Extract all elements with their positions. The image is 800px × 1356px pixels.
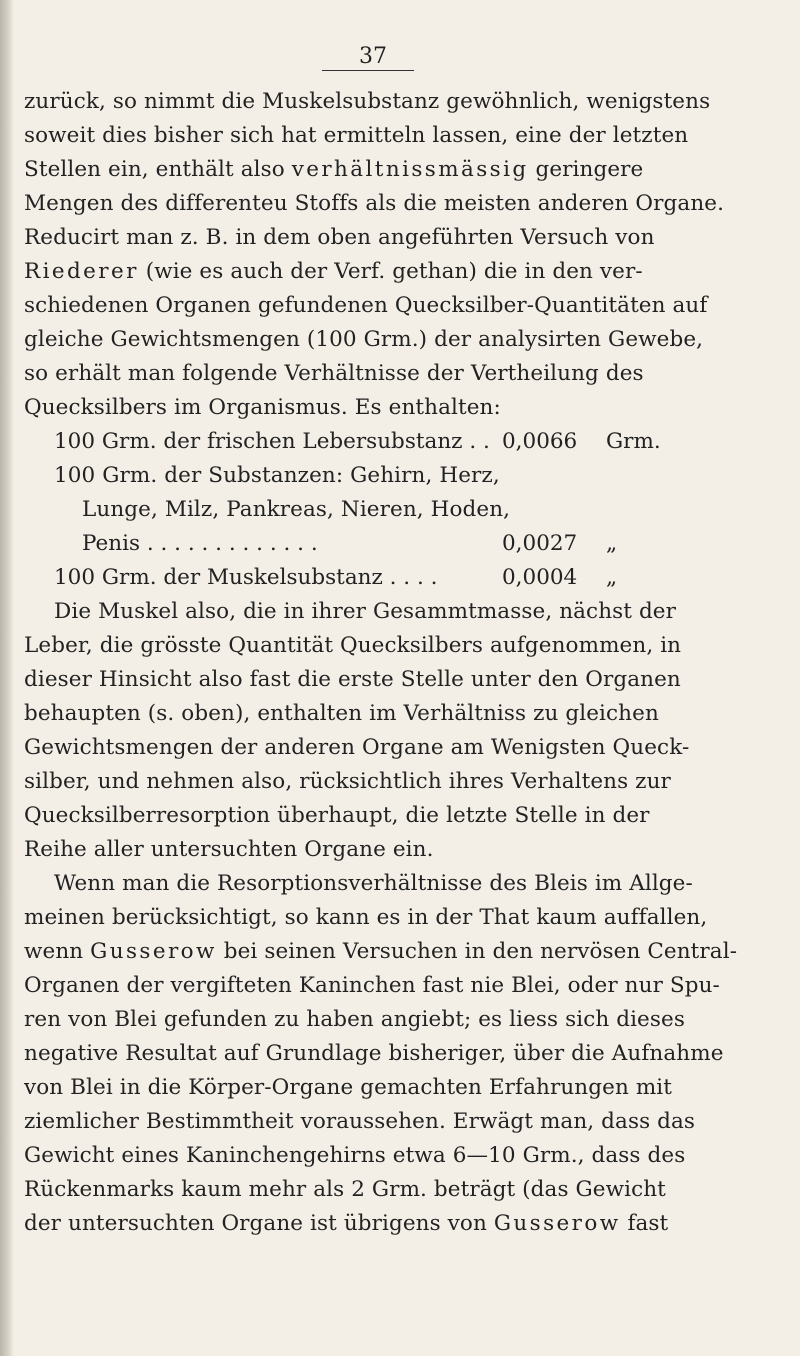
table-value: 0,0027 bbox=[502, 531, 578, 556]
text-line: Rückenmarks kaum mehr als 2 Grm. beträgt (das Gewicht bbox=[24, 1177, 666, 1202]
text-fragment: bei seinen Versuchen in den nervösen Central- bbox=[223, 939, 738, 964]
text-fragment: wenn bbox=[24, 939, 84, 964]
text-line: behaupten (s. oben), enthalten im Verhältniss zu gleichen bbox=[24, 701, 659, 726]
text-fragment: der untersuchten Organe ist übrigens von bbox=[24, 1211, 487, 1236]
text-fragment: Stellen ein, enthält also bbox=[24, 157, 285, 182]
text-line: ziemlicher Bestimmtheit voraussehen. Erwägt man, dass das bbox=[24, 1109, 696, 1134]
text-line: meinen berücksichtigt, so kann es in der That kaum auffallen, bbox=[24, 905, 708, 930]
text-line bbox=[24, 156, 780, 184]
text-line: Leber, die grösste Quantität Quecksilbers aufgenommen, in bbox=[24, 633, 682, 658]
text-line: zurück, so nimmt die Muskelsubstanz gewöhnlich, wenigstens bbox=[24, 89, 711, 114]
text-line: ren von Blei gefunden zu haben angiebt; es liess sich dieses bbox=[24, 1007, 685, 1032]
table-value: 0,0066 bbox=[502, 429, 578, 454]
text-line: Reihe aller untersuchten Organe ein. bbox=[24, 837, 434, 862]
text-line: Mengen des differenteu Stoffs als die meisten anderen Organe. bbox=[24, 191, 725, 216]
text-line: Wenn man die Resorptionsverhältnisse des Bleis im Allge- bbox=[54, 871, 693, 896]
text-line: Die Muskel also, die in ihrer Gesammtmasse, nächst der bbox=[54, 599, 677, 624]
text-line: gleiche Gewichtsmengen (100 Grm.) der analysirten Gewebe, bbox=[24, 327, 704, 352]
text-line: schiedenen Organen gefundenen Quecksilber-Quantitäten auf bbox=[24, 293, 708, 318]
text-fragment: fast bbox=[627, 1211, 669, 1236]
text-line: Quecksilbers im Organismus. Es enthalten: bbox=[24, 395, 501, 420]
text-line: von Blei in die Körper-Organe gemachten Erfahrungen mit bbox=[24, 1075, 673, 1100]
table-label: Penis . . . . . . . . . . . . . bbox=[82, 531, 318, 556]
text-line bbox=[24, 1210, 780, 1238]
text-line bbox=[24, 938, 780, 966]
text-line: Quecksilberresorption überhaupt, die letzte Stelle in der bbox=[24, 803, 650, 828]
book-binding-edge bbox=[0, 0, 14, 1356]
emphasized-name: Gusserow bbox=[90, 939, 217, 964]
table-unit: „ bbox=[606, 565, 618, 590]
page-number: 37 bbox=[359, 44, 387, 69]
page-number-rule bbox=[322, 70, 414, 71]
text-line bbox=[24, 258, 780, 286]
table-unit: Grm. bbox=[606, 429, 661, 454]
table-label: 100 Grm. der frischen Lebersubstanz . . bbox=[54, 429, 490, 454]
table-label: 100 Grm. der Muskelsubstanz . . . . bbox=[54, 565, 438, 590]
text-line: silber, und nehmen also, rücksichtlich ihres Verhaltens zur bbox=[24, 769, 671, 794]
text-line: so erhält man folgende Verhältnisse der Vertheilung des bbox=[24, 361, 644, 386]
text-line: negative Resultat auf Grundlage bisheriger, über die Aufnahme bbox=[24, 1041, 724, 1066]
emphasized-name: Riederer bbox=[24, 259, 139, 284]
text-line: dieser Hinsicht also fast die erste Stelle unter den Organen bbox=[24, 667, 681, 692]
table-label: Lunge, Milz, Pankreas, Nieren, Hoden, bbox=[82, 497, 511, 522]
text-line: soweit dies bisher sich hat ermitteln lassen, eine der letzten bbox=[24, 123, 689, 148]
emphasized-name: Gusserow bbox=[493, 1211, 621, 1236]
table-unit: „ bbox=[606, 531, 618, 556]
text-line: Organen der vergifteten Kaninchen fast nie Blei, oder nur Spu- bbox=[24, 973, 720, 998]
text-fragment: (wie es auch der Verf. gethan) die in den ver- bbox=[145, 259, 643, 284]
text-line: Gewichtsmengen der anderen Organe am Wenigsten Queck- bbox=[24, 735, 690, 760]
text-fragment: geringere bbox=[535, 157, 644, 182]
table-value: 0,0004 bbox=[502, 565, 578, 590]
text-line: Gewicht eines Kaninchengehirns etwa 6—10 Grm., dass des bbox=[24, 1143, 686, 1168]
table-label: 100 Grm. der Substanzen: Gehirn, Herz, bbox=[54, 463, 500, 488]
text-line: Reducirt man z. B. in dem oben angeführten Versuch von bbox=[24, 225, 655, 250]
emphasized-word: verhältnissmässig bbox=[291, 157, 529, 182]
